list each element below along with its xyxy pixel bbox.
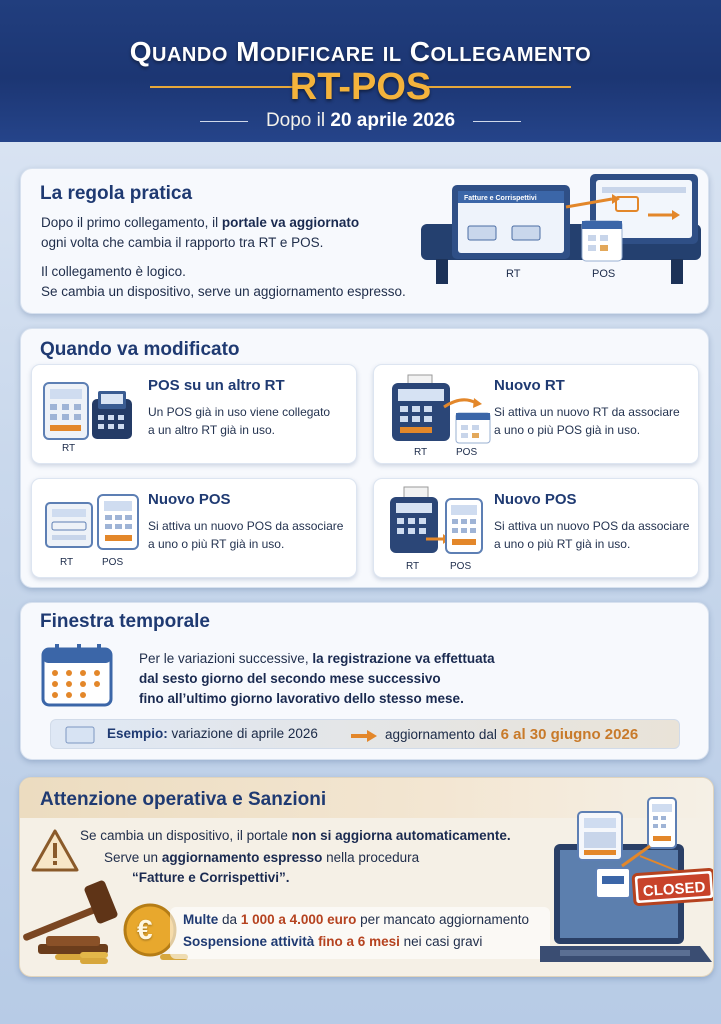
fine-b: da [222, 912, 238, 927]
example-result [385, 726, 638, 743]
header-banner [0, 0, 721, 142]
example-text [107, 726, 318, 741]
when-item-3-desc-1: Si attiva un nuovo POS da associare [148, 519, 344, 533]
when-item-4-desc-1: Si attiva un nuovo POS da associare [494, 519, 690, 533]
rt-printer-pos-icon [386, 485, 486, 563]
when-item-new-pos-1 [31, 478, 357, 578]
fine-amount: 1 000 a 4.000 euro [240, 912, 357, 927]
when-item-2-label-rt: RT [414, 447, 428, 458]
warning-icon [30, 828, 80, 874]
when-item-new-rt [373, 364, 699, 464]
when-heading: Quando va modificato [40, 339, 240, 360]
attention-heading: Attenzione operativa e Sanzioni [40, 789, 327, 810]
when-item-4-title: Nuovo POS [494, 491, 577, 508]
rule-p1-a: Dopo il primo collegamento, il [41, 215, 219, 230]
suspension-line [183, 932, 482, 952]
page-title-highlight: RT-POS [289, 66, 432, 108]
window-l3: fino all’ultimo giorno lavorativo dello stesso mese. [139, 691, 464, 706]
attention-line-1 [80, 826, 560, 846]
example-result-a: aggiornamento dal [385, 727, 497, 742]
window-l1-a: Per le variazioni successive, [139, 651, 309, 666]
attention-l2-a: Serve un [104, 850, 159, 865]
document-icon [65, 726, 95, 744]
when-item-3-desc [148, 517, 343, 553]
rt-printer-device-icon [384, 373, 494, 453]
when-item-pos-other-rt [31, 364, 357, 464]
illus-pos-label: POS [592, 268, 616, 280]
rule-p1-b: portale va aggiornato [221, 215, 360, 230]
attention-l2-b: aggiornamento espresso [161, 850, 323, 865]
attention-l2-c: nella procedura [326, 850, 420, 865]
closed-sign-text: CLOSED [642, 878, 706, 901]
when-item-2-desc-1: Si attiva un nuovo RT da associare [494, 405, 680, 419]
when-item-4-desc-2: a uno o più RT già in uso. [494, 537, 631, 551]
page-title: Quando Modificare il Collegamento [129, 36, 592, 67]
attention-card [19, 777, 714, 977]
fine-label: Multe [183, 912, 219, 927]
example-bar [50, 719, 680, 749]
rule-paragraph-2 [41, 262, 431, 302]
rule-p2: Il collegamento è logico. [41, 264, 186, 279]
when-item-2-label-pos: POS [456, 447, 478, 458]
when-item-3-label-pos: POS [102, 557, 124, 568]
example-label: Esempio: [107, 726, 168, 741]
calendar-icon [41, 643, 115, 707]
rule-card [20, 168, 709, 314]
rule-p1-c: ogni volta che cambia il rapporto tra RT e POS. [41, 235, 324, 250]
rule-p3: Se cambia un dispositivo, serve un aggiornamento espresso. [41, 284, 406, 299]
laptop-closed-illustration [540, 796, 714, 977]
when-item-1-desc-1: Un POS già in uso viene collegato [148, 405, 331, 419]
arrow-right-icon [349, 728, 379, 744]
rt-pos-illustration [416, 169, 710, 315]
example-variation: variazione di aprile 2026 [171, 726, 318, 741]
fine-line [183, 910, 529, 930]
when-item-2-desc-2: a uno o più POS già in uso. [494, 423, 641, 437]
suspension-c: nei casi gravi [403, 934, 483, 949]
when-item-1-desc-2: a un altro RT già in uso. [148, 423, 275, 437]
fine-d: per mancato aggiornamento [360, 912, 530, 927]
when-item-4-desc [494, 517, 689, 553]
when-item-3-label-rt: RT [60, 557, 74, 568]
when-item-new-pos-2 [373, 478, 699, 578]
attention-l3: “Fatture e Corrispettivi”. [132, 870, 290, 885]
when-item-2-desc [494, 403, 680, 439]
subtitle-date: 20 aprile 2026 [330, 110, 456, 131]
suspension-duration: fino a 6 mesi [318, 934, 400, 949]
subtitle-prefix: Dopo il [265, 110, 326, 131]
rule-heading: La regola pratica [40, 183, 193, 204]
attention-line-2 [104, 848, 544, 868]
window-text [139, 649, 659, 709]
rule-paragraph-1 [41, 213, 431, 253]
when-item-3-desc-2: a uno o più RT già in uso. [148, 537, 285, 551]
when-item-1-label-rt: RT [62, 443, 76, 454]
window-l2: dal sesto giorno del secondo mese successivo [139, 671, 441, 686]
page-subtitle [0, 110, 721, 132]
example-result-date: 6 al 30 giugno 2026 [500, 726, 639, 743]
rt-pos-pair-icon [44, 493, 144, 553]
when-item-2-title: Nuovo RT [494, 377, 565, 394]
rt-pos-device-icon [40, 377, 140, 457]
attention-l1-b: non si aggiorna automaticamente. [291, 828, 511, 843]
when-item-4-label-pos: POS [450, 561, 472, 572]
when-card [20, 328, 709, 588]
when-item-1-desc [148, 403, 330, 439]
when-item-1-title: POS su un altro RT [148, 377, 285, 394]
suspension-label: Sospensione attività [183, 934, 315, 949]
window-heading: Finestra temporale [40, 611, 210, 632]
when-item-3-title: Nuovo POS [148, 491, 231, 508]
illus-window-label: Fatture e Corrispettivi [464, 195, 537, 202]
euro-icon: € [137, 914, 153, 945]
when-item-4-label-rt: RT [406, 561, 420, 572]
gavel-coins-illustration [20, 878, 190, 976]
illus-rt-label: RT [506, 268, 521, 280]
window-l1-b: la registrazione va effettuata [312, 651, 495, 666]
attention-l1-a: Se cambia un dispositivo, il portale [80, 828, 288, 843]
